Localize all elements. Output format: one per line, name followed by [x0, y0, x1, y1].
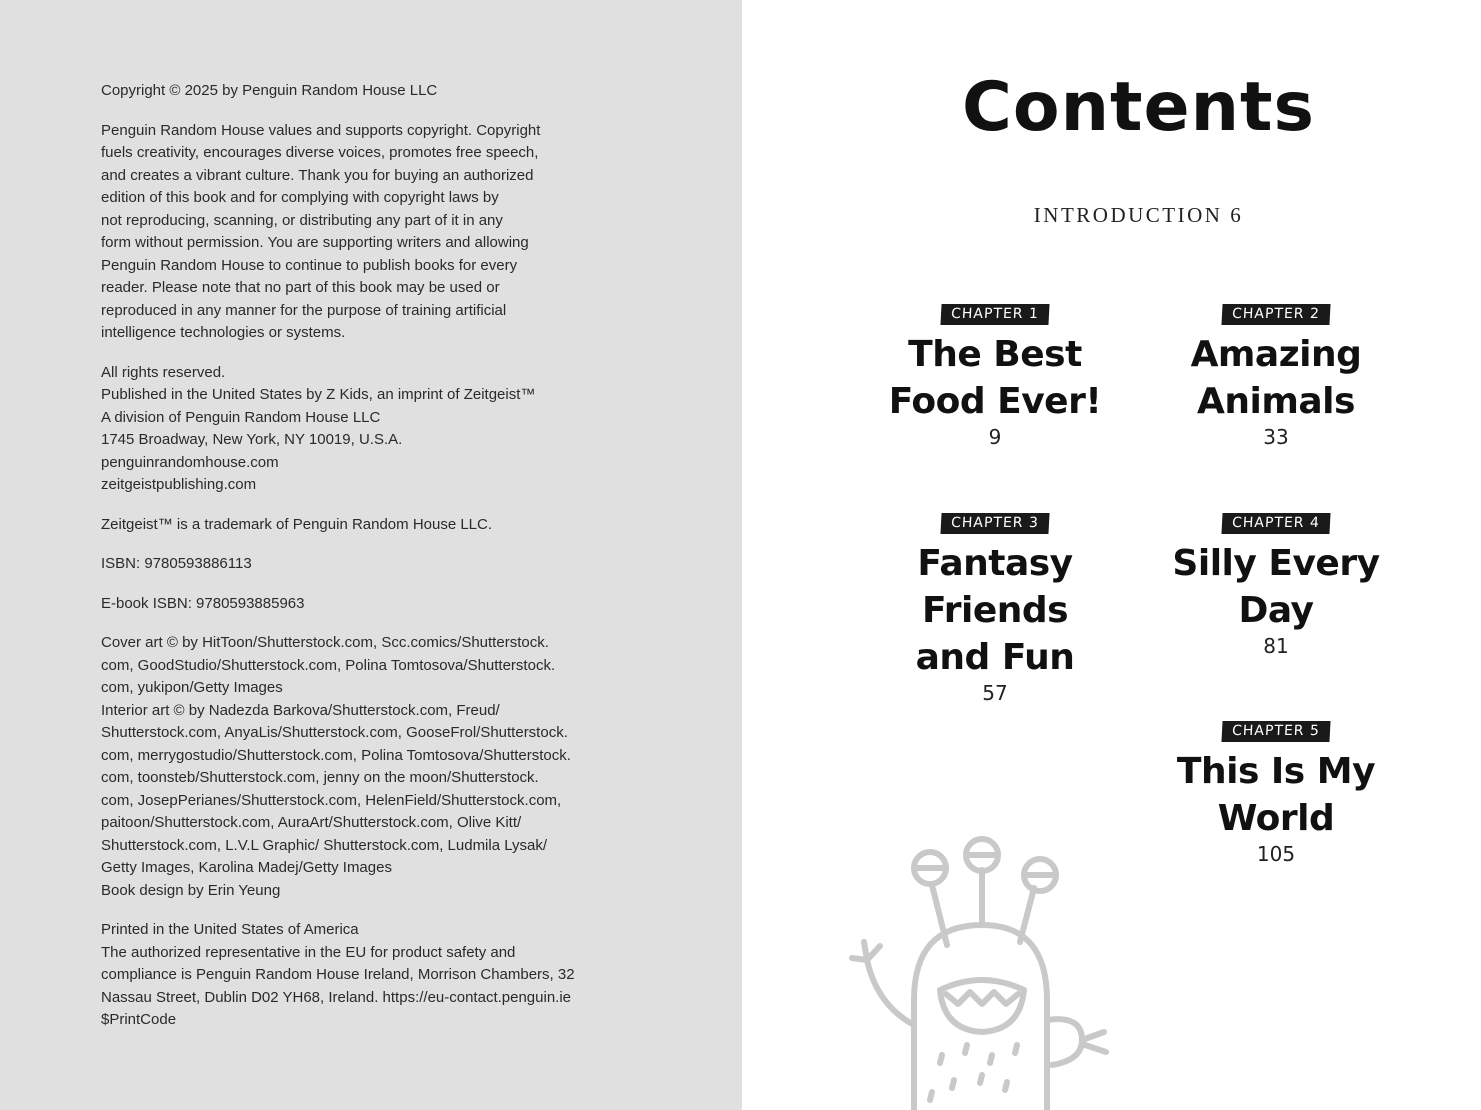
text-line: Nassau Street, Dublin D02 YH68, Ireland. https://eu-contact.penguin.ie [101, 988, 572, 1006]
text-line: form without permission. You are supporting writers and allowing [101, 234, 529, 251]
text-line: Book design by Erin Yeung [101, 881, 281, 899]
text-line: Printed in the United States of America [101, 921, 359, 938]
chapter-title-line: Food Ever! [888, 381, 1102, 422]
monster-illustration-icon [842, 830, 1132, 1110]
chapter-title-line: Silly Every [1172, 543, 1380, 584]
text-line: Interior art © by Nadezda Barkova/Shutterstock.com, Freud/ [101, 701, 500, 719]
trademark-line: Zeitgeist™ is a trademark of Penguin Random House LLC. [101, 515, 493, 533]
chapter-page-number: 9 [988, 425, 1002, 449]
chapter-page-number: 33 [1263, 425, 1289, 449]
chapter-page-number: 105 [1256, 842, 1296, 866]
chapter-2-entry[interactable] [1146, 303, 1406, 449]
text-line: com, JosepPerianes/Shutterstock.com, HelenField/Shutterstock.com, [101, 791, 562, 809]
text-line: edition of this book and for complying with copyright laws by [101, 189, 499, 206]
chapter-title [1146, 540, 1406, 634]
chapter-title [865, 540, 1125, 681]
isbn-line: ISBN: 9780593886113 [101, 555, 252, 572]
chapter-title-line: and Fun [915, 637, 1075, 678]
chapter-title-line: Animals [1197, 381, 1355, 422]
chapter-4-entry[interactable] [1146, 512, 1406, 658]
chapter-title-line: This Is My [1176, 751, 1376, 792]
chapter-label: CHAPTER 4 [1222, 513, 1331, 534]
copyright-text-block [101, 80, 631, 1049]
text-line: Penguin Random House values and supports copyright. Copyright [101, 121, 541, 139]
chapter-5-entry[interactable] [1146, 720, 1406, 866]
text-line: Shutterstock.com, AnyaLis/Shutterstock.com, GooseFrol/Shutterstock. [101, 724, 568, 741]
copyright-values-paragraph [101, 120, 631, 345]
text-line: paitoon/Shutterstock.com, AuraArt/Shutterstock.com, Olive Kitt/ [101, 814, 522, 831]
text-line: A division of Penguin Random House LLC [101, 408, 381, 426]
text-line: The authorized representative in the EU for product safety and [101, 943, 516, 961]
chapter-title-line: Fantasy [917, 543, 1073, 584]
contents-title: Contents [961, 68, 1316, 147]
text-line: reproduced in any manner for the purpose of training artificial [101, 301, 507, 319]
art-credits-block [101, 632, 631, 902]
chapter-title-line: Friends [921, 590, 1069, 631]
text-line: Getty Images, Karolina Madej/Getty Images [101, 859, 392, 876]
chapter-label: CHAPTER 5 [1222, 721, 1331, 742]
chapter-label: CHAPTER 3 [941, 513, 1050, 534]
text-line: Published in the United States by Z Kids, an imprint of Zeitgeist™ [101, 386, 536, 403]
chapter-page-number: 57 [982, 681, 1008, 705]
text-line: com, merrygostudio/Shutterstock.com, Polina Tomtosova/Shutterstock. [101, 746, 571, 764]
text-line: intelligence technologies or systems. [101, 324, 346, 341]
chapter-title-line: Amazing [1190, 334, 1362, 375]
chapter-page-number: 81 [1263, 634, 1289, 658]
chapter-label: CHAPTER 2 [1222, 304, 1331, 325]
chapter-title-line: World [1217, 798, 1335, 839]
text-line: penguinrandomhouse.com [101, 453, 279, 471]
chapter-title-line: Day [1238, 590, 1314, 631]
chapter-title [1146, 748, 1406, 842]
text-line: $PrintCode [101, 1011, 177, 1028]
text-line: 1745 Broadway, New York, NY 10019, U.S.A. [101, 431, 403, 448]
chapter-3-entry[interactable] [865, 512, 1125, 705]
text-line: zeitgeistpublishing.com [101, 476, 257, 493]
text-line: com, GoodStudio/Shutterstock.com, Polina Tomtosova/Shutterstock. [101, 656, 556, 674]
copyright-line: Copyright © 2025 by Penguin Random House LLC [101, 82, 438, 99]
text-line: Shutterstock.com, L.V.L Graphic/ Shutterstock.com, Ludmila Lysak/ [101, 836, 548, 854]
chapter-title [865, 331, 1125, 425]
contents-page [742, 0, 1481, 1110]
chapter-title [1146, 331, 1406, 425]
chapter-1-entry[interactable] [865, 303, 1125, 449]
text-line: compliance is Penguin Random House Ireland, Morrison Chambers, 32 [101, 966, 575, 983]
chapter-title-line: The Best [908, 334, 1082, 375]
text-line: and creates a vibrant culture. Thank you for buying an authorized [101, 166, 534, 184]
ebook-isbn-line: E-book ISBN: 9780593885963 [101, 594, 305, 612]
introduction-entry[interactable]: INTRODUCTION 6 [1033, 203, 1244, 227]
text-line: fuels creativity, encourages diverse voices, promotes free speech, [101, 144, 539, 161]
text-line: reader. Please note that no part of this book may be used or [101, 279, 500, 296]
publisher-block [101, 362, 631, 497]
text-line: not reproducing, scanning, or distributing any part of it in any [101, 211, 503, 229]
printed-block [101, 919, 631, 1032]
text-line: com, yukipon/Getty Images [101, 679, 283, 696]
text-line: com, toonsteb/Shutterstock.com, jenny on the moon/Shutterstock. [101, 769, 539, 786]
text-line: Cover art © by HitToon/Shutterstock.com, Scc.comics/Shutterstock. [101, 634, 549, 651]
text-line: All rights reserved. [101, 363, 226, 381]
text-line: Penguin Random House to continue to publish books for every [101, 256, 518, 274]
chapter-label: CHAPTER 1 [941, 304, 1050, 325]
